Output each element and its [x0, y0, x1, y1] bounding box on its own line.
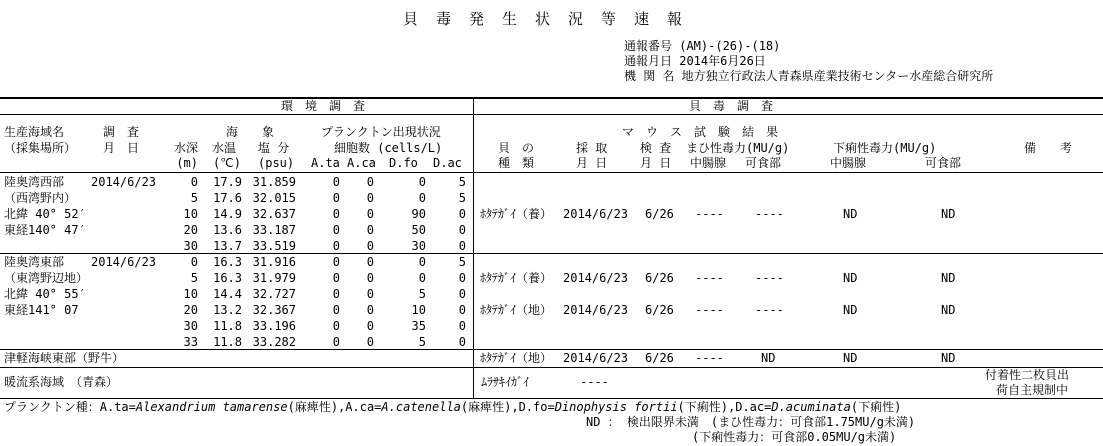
psp-edible-value: ----: [755, 303, 784, 317]
cell-dac: 0: [458, 239, 466, 253]
cell-sal: 31.916: [252, 255, 296, 269]
header-bottom-border: [0, 172, 1103, 173]
cell-sal: 32.727: [252, 287, 296, 301]
longitude: 東経141° 07: [4, 303, 79, 317]
cell-ata: 0: [332, 255, 340, 269]
cell-depth: 10: [183, 207, 198, 221]
dsp-edible-value: ND: [941, 271, 956, 285]
mouse-test-header: マ ウ ス 試 験 結 果: [622, 125, 779, 139]
cell-temp: 13.7: [213, 239, 242, 253]
cell-dac: 0: [458, 271, 466, 285]
psp-edible-value: ----: [755, 271, 784, 285]
page-title: 貝毒発生状況等速報: [402, 10, 700, 28]
shell-species: ﾎﾀﾃｶﾞｲ（養）: [480, 207, 553, 221]
plankton-header: プランクトン出現状況: [321, 125, 441, 139]
cell-temp: 16.3: [213, 271, 242, 285]
cell-dac: 5: [458, 255, 466, 269]
cell-ata: 0: [332, 239, 340, 253]
cell-aca: 0: [366, 239, 374, 253]
survey-sub-header: 月 日: [103, 141, 140, 155]
cell-dac: 0: [458, 335, 466, 349]
cell-depth: 10: [183, 287, 198, 301]
cell-depth: 20: [183, 303, 198, 317]
plankton-legend: プランクトン種：A.ta=Alexandrium tamarense(麻痺性),A.ca=A.catenella(麻痺性),D.fo=Dinophysis fortii(下痢性),D.ac=D.acuminata(下痢性): [4, 400, 902, 414]
dsp-edible-value: ND: [941, 303, 956, 317]
cell-dac: 0: [458, 303, 466, 317]
cell-aca: 0: [366, 287, 374, 301]
report-date: 通報月日 2014年6月26日: [624, 54, 766, 68]
cell-aca: 0: [366, 303, 374, 317]
area-sub: （西湾野内）: [4, 191, 77, 205]
cell-temp: 16.3: [213, 255, 242, 269]
cell-dfo: 0: [418, 175, 426, 189]
remark-line: 荷自主規制中: [996, 383, 1069, 397]
area-header: 生産海域名: [4, 125, 65, 139]
dsp-gland-value: ND: [843, 271, 858, 285]
cell-aca: 0: [366, 255, 374, 269]
dsp-edible-value: ND: [941, 207, 956, 221]
table-bottom-border: [0, 398, 1103, 399]
section-divider: [0, 253, 1103, 254]
shell-species: ﾎﾀﾃｶﾞｲ（地）: [480, 303, 553, 317]
area-name: 津軽海峡東部（野牛）: [4, 351, 125, 365]
cell-sal: 31.979: [252, 271, 296, 285]
cell-depth: 0: [190, 175, 198, 189]
cell-temp: 13.6: [213, 223, 242, 237]
cell-temp: 14.9: [213, 207, 242, 221]
remark-line: 付着性二枚貝出: [985, 368, 1070, 382]
cell-sal: 33.196: [252, 319, 296, 333]
cell-dac: 5: [458, 191, 466, 205]
cell-aca: 0: [366, 335, 374, 349]
cell-sal: 33.519: [252, 239, 296, 253]
area-name: 陸奥湾東部: [4, 255, 65, 269]
cell-dfo: 50: [411, 223, 426, 237]
aca-header: A.ca: [347, 156, 376, 170]
cell-depth: 30: [183, 239, 198, 253]
area-name: 陸奥湾西部: [4, 175, 65, 189]
area-sub-header: （採集場所）: [4, 141, 77, 155]
cell-ata: 0: [332, 303, 340, 317]
cell-depth: 5: [190, 191, 198, 205]
psp-gland-value: ----: [695, 303, 724, 317]
cell-ata: 0: [332, 287, 340, 301]
psp-gland-header: 中腸腺: [690, 156, 727, 170]
cell-dfo: 90: [411, 207, 426, 221]
cell-dac: 5: [458, 175, 466, 189]
survey-header: 調 査: [103, 125, 140, 139]
test-value: ----: [580, 375, 609, 389]
cell-temp: 14.4: [213, 287, 242, 301]
remarks-header: 備 考: [1024, 141, 1073, 155]
cell-dac: 0: [458, 223, 466, 237]
latitude: 北緯 40° 55′: [4, 287, 86, 301]
survey-date: 2014/6/23: [91, 255, 157, 269]
psp-gland-value: ----: [695, 271, 724, 285]
area-name: 暖流系海域 （青森）: [4, 375, 119, 389]
dsp-gland-value: ND: [843, 351, 858, 365]
cell-dfo: 30: [411, 239, 426, 253]
shell-header: 貝 の: [498, 141, 535, 155]
cell-ata: 0: [332, 175, 340, 189]
cell-ata: 0: [332, 207, 340, 221]
depth-header: 水深: [173, 141, 198, 155]
cells-header: 細胞数 (cells/L): [334, 141, 443, 155]
psp-gland-value: ----: [695, 207, 724, 221]
water-temp-unit: (℃): [213, 156, 241, 170]
cell-ata: 0: [332, 319, 340, 333]
cell-sal: 33.282: [252, 335, 296, 349]
latitude: 北緯 40° 52′: [4, 207, 86, 221]
nd-note: ND ： 検出限界未満 (まひ性毒力：可食部1.75MU/g未満): [586, 415, 916, 429]
cell-dfo: 0: [418, 191, 426, 205]
test-header: 検 査: [640, 141, 672, 155]
water-temp-header: 水温: [212, 141, 237, 155]
cell-dfo: 5: [418, 287, 426, 301]
test-date: 6/26: [645, 351, 674, 365]
salinity-header: 塩 分: [258, 141, 290, 155]
section-divider: [0, 367, 1103, 368]
cell-aca: 0: [366, 223, 374, 237]
report-number: 通報番号 (AM)-(26)-(18): [624, 39, 781, 53]
shellfish-survey-header: 貝 毒 調 査: [689, 99, 774, 113]
cell-dfo: 35: [411, 319, 426, 333]
ata-header: A.ta: [311, 156, 340, 170]
test-date: 6/26: [645, 207, 674, 221]
cell-aca: 0: [366, 175, 374, 189]
cell-ata: 0: [332, 223, 340, 237]
test-sub-header: 月 日: [640, 156, 672, 170]
shell-species: ﾑﾗｻｷｲｶﾞｲ: [481, 375, 530, 389]
dsp-gland-value: ND: [843, 303, 858, 317]
cell-dac: 0: [458, 319, 466, 333]
test-date: 6/26: [645, 303, 674, 317]
dsp-gland-value: ND: [843, 207, 858, 221]
collect-header: 採 取: [576, 141, 608, 155]
cell-aca: 0: [366, 207, 374, 221]
collect-date: 2014/6/23: [563, 207, 629, 221]
collect-date: 2014/6/23: [563, 303, 629, 317]
collect-sub-header: 月 日: [576, 156, 608, 170]
header-divider: [0, 114, 1103, 115]
cell-sal: 31.859: [252, 175, 296, 189]
section-divider: [0, 349, 1103, 350]
cell-dfo: 5: [418, 335, 426, 349]
dsp-gland-header: 中腸腺: [830, 156, 867, 170]
nd-note-2: (下痢性毒力：可食部0.05MU/g未満): [692, 430, 897, 444]
cell-depth: 0: [190, 255, 198, 269]
survey-date: 2014/6/23: [91, 175, 157, 189]
cell-depth: 5: [190, 271, 198, 285]
cell-sal: 32.015: [252, 191, 296, 205]
salinity-unit: (psu): [258, 156, 295, 170]
dfo-header: D.fo: [389, 156, 418, 170]
collect-date: 2014/6/23: [563, 351, 629, 365]
env-survey-header: 環 境 調 査: [281, 99, 366, 113]
depth-unit: (m): [176, 156, 198, 170]
table-top-border: [0, 97, 1103, 99]
cell-sal: 32.367: [252, 303, 296, 317]
cell-ata: 0: [332, 271, 340, 285]
cell-dfo: 10: [411, 303, 426, 317]
cell-dac: 0: [458, 287, 466, 301]
column-divider: [473, 97, 474, 398]
cell-aca: 0: [366, 191, 374, 205]
cell-dfo: 0: [418, 271, 426, 285]
psp-gland-value: ----: [695, 351, 724, 365]
psp-edible-header: 可食部: [745, 156, 782, 170]
cell-temp: 11.8: [213, 319, 242, 333]
psp-edible-value: ----: [755, 207, 784, 221]
shell-species: ﾎﾀﾃｶﾞｲ（養）: [480, 271, 553, 285]
dsp-edible-value: ND: [941, 351, 956, 365]
psp-edible-value: ND: [761, 351, 776, 365]
dac-header: D.ac: [433, 156, 462, 170]
cell-dfo: 0: [418, 255, 426, 269]
dsp-edible-header: 可食部: [925, 156, 962, 170]
cell-depth: 20: [183, 223, 198, 237]
cell-depth: 33: [183, 335, 198, 349]
shell-species: ﾎﾀﾃｶﾞｲ（地）: [480, 351, 553, 365]
cell-ata: 0: [332, 335, 340, 349]
cell-temp: 17.9: [213, 175, 242, 189]
cell-sal: 33.187: [252, 223, 296, 237]
cell-temp: 17.6: [213, 191, 242, 205]
cell-depth: 30: [183, 319, 198, 333]
cell-temp: 11.8: [213, 335, 242, 349]
dsp-header: 下痢性毒力(MU/g): [833, 141, 937, 155]
psp-header: まひ性毒力(MU/g): [686, 141, 790, 155]
cell-temp: 13.2: [213, 303, 242, 317]
test-date: 6/26: [645, 271, 674, 285]
cell-dac: 0: [458, 207, 466, 221]
ocean-header: 海 象: [226, 125, 275, 139]
cell-aca: 0: [366, 319, 374, 333]
longitude: 東経140° 47′: [4, 223, 86, 237]
cell-sal: 32.637: [252, 207, 296, 221]
shell-sub-header: 種 類: [498, 156, 535, 170]
cell-aca: 0: [366, 271, 374, 285]
organization: 機 関 名 地方独立行政法人青森県産業技術センター水産総合研究所: [624, 69, 994, 83]
collect-date: 2014/6/23: [563, 271, 629, 285]
cell-ata: 0: [332, 191, 340, 205]
area-sub: （東湾野辺地）: [4, 271, 89, 285]
